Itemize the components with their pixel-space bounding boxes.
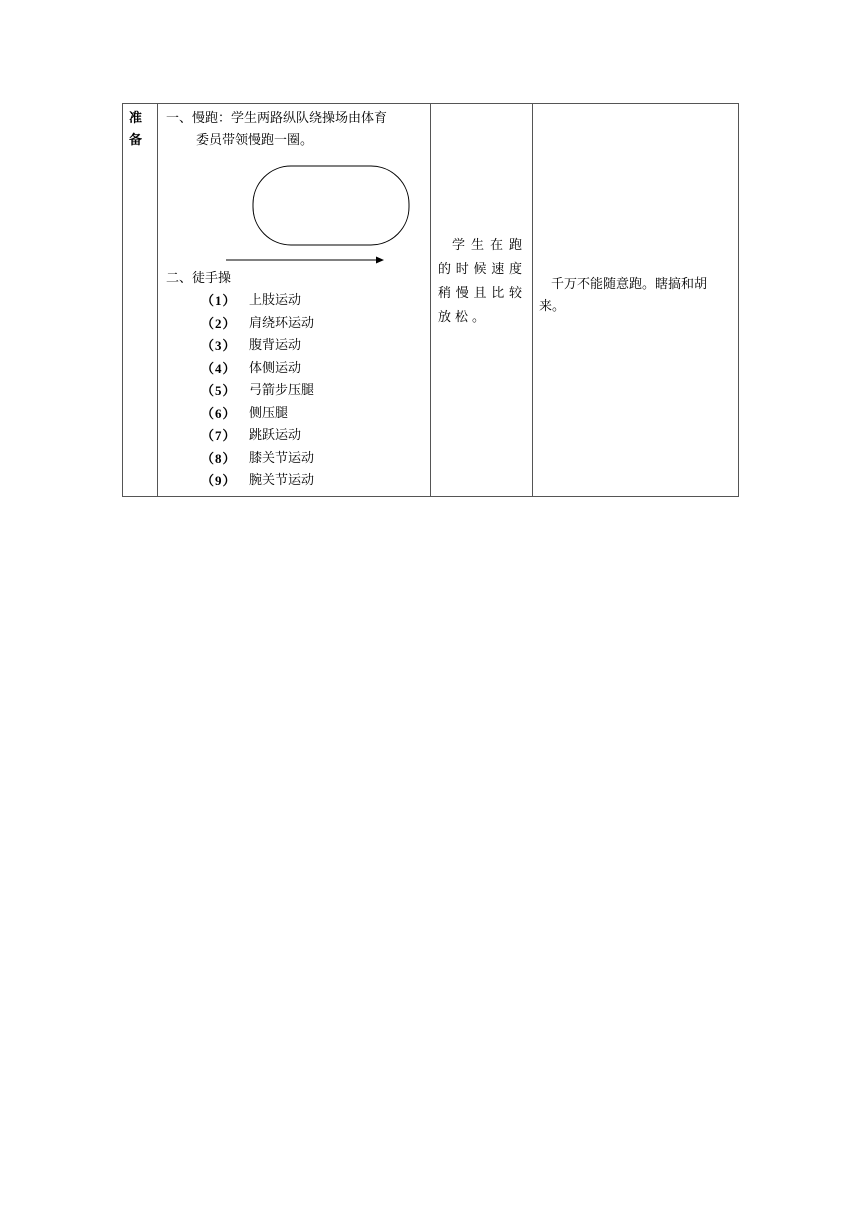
exercise-number: （9）	[201, 473, 237, 488]
list-item	[158, 290, 430, 313]
list-item	[158, 380, 430, 403]
list-item	[158, 313, 430, 336]
organization-cell	[431, 104, 533, 497]
stage-cell	[123, 104, 158, 497]
list-item	[158, 425, 430, 448]
exercise-name: 上肢运动	[249, 293, 302, 308]
track-svg	[158, 152, 431, 268]
note-text-content: 千万不能随意跑。瞎搞和胡来。	[539, 277, 708, 314]
jog-section	[158, 104, 430, 152]
organization-text-content: 学生在跑的时候速度稍慢且比较放松。	[438, 238, 526, 325]
exercise-number: （2）	[201, 315, 237, 331]
list-item	[158, 470, 430, 493]
exercise-number: （8）	[201, 450, 237, 466]
list-item	[158, 448, 430, 471]
lesson-plan-table	[122, 103, 739, 497]
note-text	[533, 274, 738, 318]
direction-arrow-head	[376, 257, 384, 264]
exercise-name: 腕关节运动	[249, 473, 315, 488]
exercise-name: 侧压腿	[249, 405, 289, 421]
exercise-number: （3）	[201, 338, 237, 353]
jog-heading-cont: 委员带领慢跑一圈。	[196, 133, 314, 148]
exercise-name: 跳跃运动	[249, 428, 302, 443]
jog-heading: 一、慢跑：学生两路纵队绕操场由体育	[166, 111, 388, 126]
exercise-number: （4）	[201, 360, 237, 376]
stage-label: 准备	[129, 111, 143, 148]
running-track-diagram	[158, 152, 430, 268]
exercise-name: 体侧运动	[249, 360, 302, 376]
exercise-name: 肩绕环运动	[249, 315, 315, 331]
organization-text	[431, 234, 532, 330]
list-item	[158, 358, 430, 381]
warmup-heading: 二、徒手操	[166, 271, 232, 286]
exercise-number: （5）	[201, 383, 237, 398]
exercise-name: 膝关节运动	[249, 450, 315, 466]
exercise-list	[158, 290, 430, 493]
list-item	[158, 403, 430, 426]
track-oval	[253, 166, 409, 245]
exercise-number: （1）	[201, 293, 237, 308]
table-row	[123, 104, 739, 497]
list-item	[158, 335, 430, 358]
exercise-name: 弓箭步压腿	[249, 383, 315, 398]
exercise-number: （7）	[201, 428, 237, 443]
content-cell	[158, 104, 431, 497]
exercise-name: 腹背运动	[249, 338, 302, 353]
note-cell	[533, 104, 739, 497]
exercise-number: （6）	[201, 405, 237, 421]
